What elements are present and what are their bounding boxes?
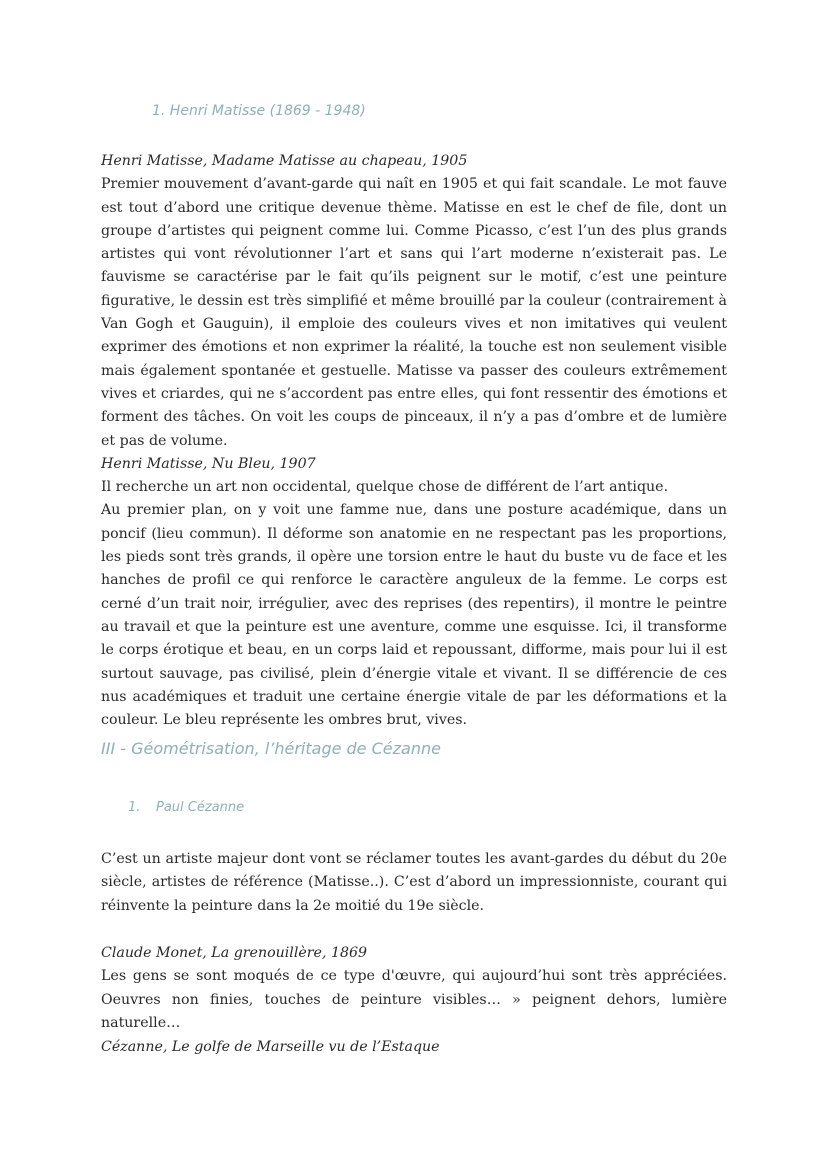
artwork-title-grenouillere: Claude Monet, La grenouillère, 1869: [101, 945, 368, 961]
artwork-title-madame-matisse: Henri Matisse, Madame Matisse au chapeau, 1905: [101, 153, 468, 169]
cezanne-golfe-body: [101, 1036, 727, 1059]
heading-geometrisation: III - Géométrisation, l’héritage de Cézanne: [101, 739, 441, 758]
paragraph-nu-bleu: Au premier plan, on y voit une famme nue, dans une posture académique, dans un poncif (lieu commun). Il déforme son anatomie en ne respectant pas les proportions, les pieds sont très grands, il opère une torsion entre le haut du buste vu de face et les hanches de profil ce qui renforce le caractère anguleux de la femme. Le corps est cerné d’un trait noir, irrégulier, avec des reprises (des repentirs), il montre le peintre au travail et que la peinture est une aventure, comme une esquisse. Ici, il transforme le corps érotique et beau, en un corps laid et repoussant, difforme, mais pour lui il est surtout sauvage, pas civilisé, plein d’énergie vitale et vivant. Il se différencie de ces nus académiques et traduit une certaine énergie vitale de par les déformations et la couleur. Le bleu représente les ombres brut, vives.: [101, 502, 727, 729]
heading-henri-matisse: 1. Henri Matisse (1869 - 1948): [152, 103, 366, 119]
matisse-section-body: [101, 150, 727, 732]
heading-paul-cezanne: [128, 800, 244, 815]
paragraph-cezanne-intro: C’est un artiste majeur dont vont se réclamer toutes les avant-gardes du début du 20e siècle, artistes de référence (Matisse..). C’est d’abord un impressionniste, courant qui réinvente la peinture dans la 2e moitié du 19e siècle.: [101, 851, 727, 914]
artwork-title-golfe-marseille: Cézanne, Le golfe de Marseille vu de l’Estaque: [101, 1039, 440, 1055]
heading-number: 1.: [128, 800, 141, 815]
cezanne-intro-body: [101, 848, 727, 918]
monet-body: [101, 942, 727, 1035]
paragraph-fauvisme: Premier mouvement d’avant-garde qui naît en 1905 et qui fait scandale. Le mot fauve est tout d’abord une critique devenue thème. Matisse en est le chef de file, dont un groupe d’artistes qui peignent comme lui. Comme Picasso, c’est l’un des plus grands artistes qui vont révolutionner l’art et sans qui l’art moderne n’existerait pas. Le fauvisme se caractérise par le fait qu’ils peignent sur le motif, c’est une peinture figurative, le dessin est très simplifié et même brouillé par la couleur (contrairement à Van Gogh et Gauguin), il emploie des couleurs vives et non imitatives qui veulent exprimer des émotions et non exprimer la réalité, la touche est non seulement visible mais également spontanée et gestuelle. Matisse va passer des couleurs extrêmement vives et criardes, qui ne s’accordent pas entre elles, qui font ressentir des émotions et forment des tâches. On voit les coups de pinceaux, il n’y a pas d’ombre et de lumière et pas de volume.: [101, 176, 727, 449]
paragraph-monet: Les gens se sont moqués de ce type d'œuvre, qui aujourd’hui sont très appréciées. Oeuvres non finies, touches de peinture visibles… » peignent dehors, lumière naturelle…: [101, 968, 727, 1031]
paragraph-nu-bleu-intro: Il recherche un art non occidental, quelque chose de différent de l’art antique.: [101, 479, 669, 496]
artwork-title-nu-bleu: Henri Matisse, Nu Bleu, 1907: [101, 455, 316, 472]
heading-label: Paul Cézanne: [156, 800, 245, 815]
